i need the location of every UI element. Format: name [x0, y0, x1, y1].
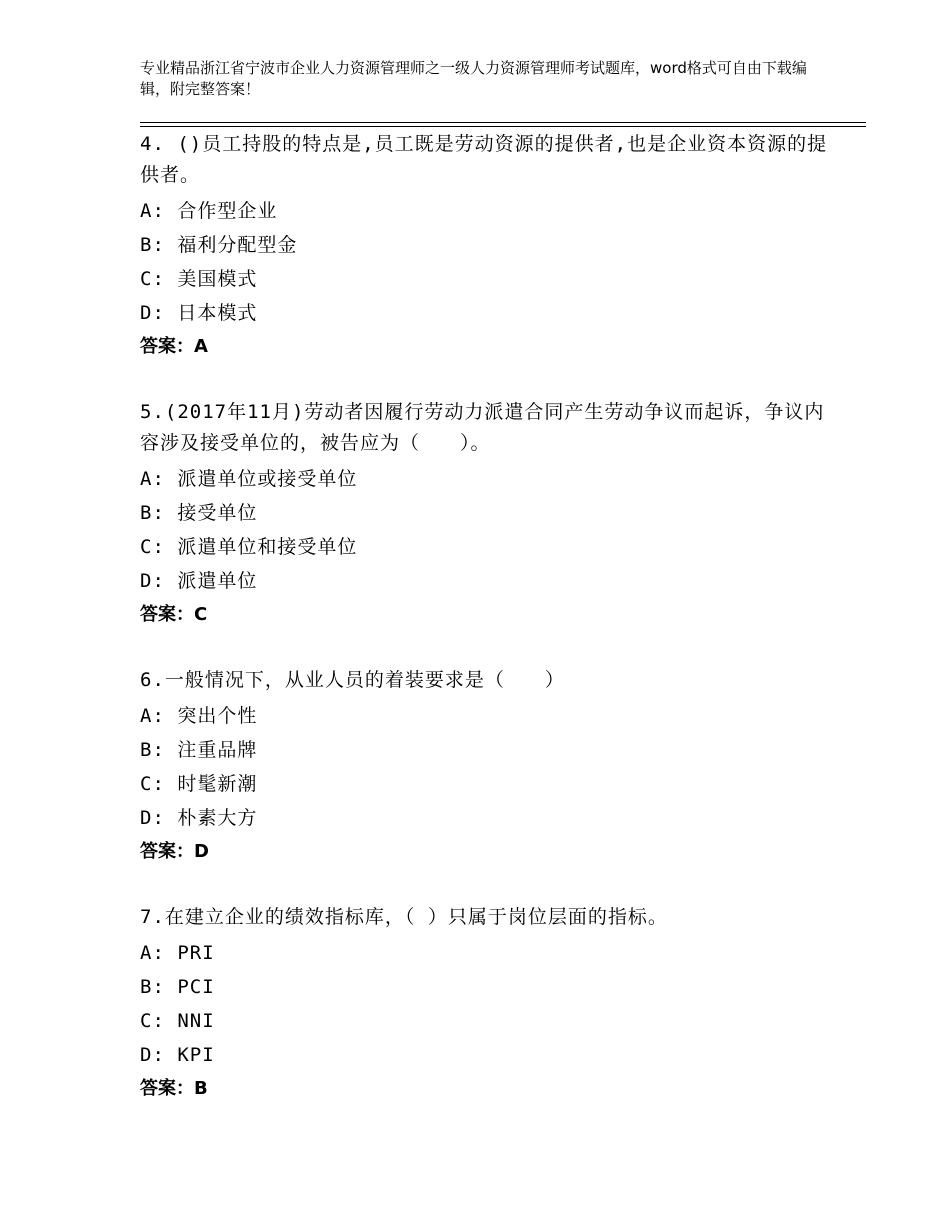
answer-label: 答案：C [140, 604, 208, 625]
question-5 [140, 396, 840, 632]
option-d: D: KPI [140, 1044, 215, 1066]
option-b: B: 注重品牌 [140, 739, 258, 761]
question-7 [140, 901, 840, 1106]
option-c: C: 时髦新潮 [140, 773, 258, 795]
document-header: 专业精品浙江省宁波市企业人力资源管理师之一级人力资源管理师考试题库，word格式可自由下载编辑，附完整答案！ [140, 59, 807, 98]
option-c: C: 派遣单位和接受单位 [140, 536, 358, 558]
option-a: A: 突出个性 [140, 705, 258, 727]
question-list [140, 128, 840, 1138]
question-stem: 4. ()员工持股的特点是,员工既是劳动资源的提供者,也是企业资本资源的提供者。 [140, 133, 828, 186]
question-stem: 6.一般情况下，从业人员的着装要求是（ ） [140, 669, 565, 691]
option-c: C: NNI [140, 1010, 215, 1032]
question-6 [140, 664, 840, 869]
option-c: C: 美国模式 [140, 268, 258, 290]
option-b: B: 福利分配型金 [140, 234, 298, 256]
question-stem: 7.在建立企业的绩效指标库，（ ）只属于岗位层面的指标。 [140, 906, 668, 928]
question-stem: 5.(2017年11月)劳动者因履行劳动力派遣合同产生劳动争议而起诉，争议内容涉及接受单位的，被告应为（ ）。 [140, 401, 825, 454]
option-a: A: 派遣单位或接受单位 [140, 468, 358, 490]
answer-label: 答案：A [140, 336, 208, 357]
answer-label: 答案：B [140, 1078, 208, 1099]
option-a: A: PRI [140, 942, 215, 964]
option-d: D: 朴素大方 [140, 807, 258, 829]
option-b: B: 接受单位 [140, 502, 258, 524]
header-divider-bottom [140, 126, 866, 127]
option-a: A: 合作型企业 [140, 200, 278, 222]
answer-label: 答案：D [140, 841, 209, 862]
header-divider-top [140, 122, 866, 123]
option-b: B: PCI [140, 976, 215, 998]
option-d: D: 日本模式 [140, 302, 258, 324]
option-d: D: 派遣单位 [140, 570, 258, 592]
question-4 [140, 128, 840, 364]
